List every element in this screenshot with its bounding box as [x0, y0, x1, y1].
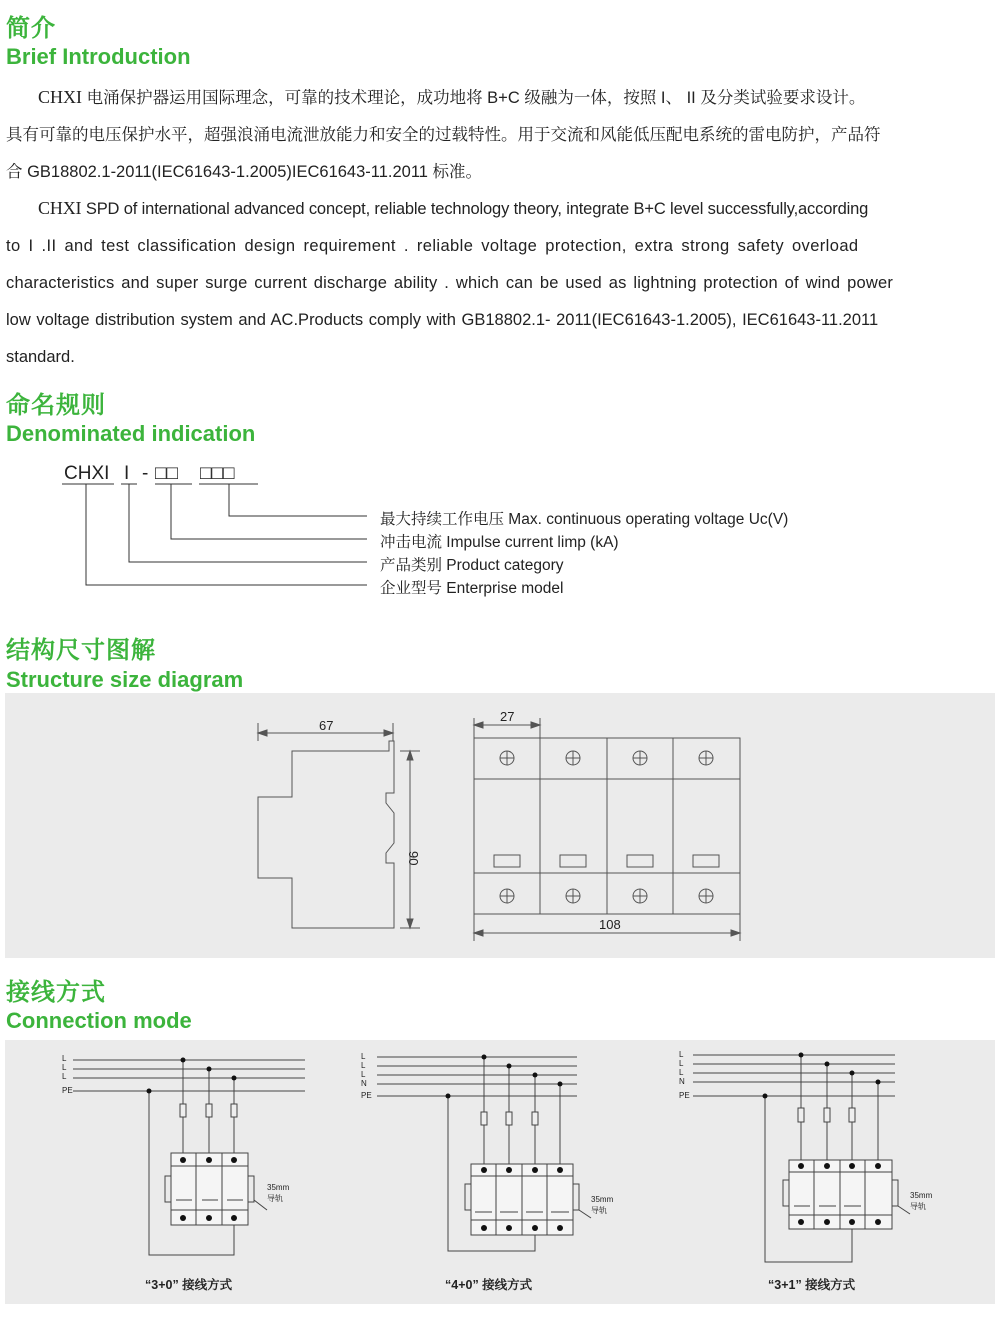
intro-cn-line-1: CHXI 电涌保护器运用国际理念，可靠的技术理论，成功地将 B+C 级融为一体，按照 I、 II 及分类试验要求设计。 [38, 87, 866, 107]
dim-pole-label: 27 [500, 709, 515, 724]
rail-size-label: 35mm [910, 1191, 933, 1200]
code-dash: - [142, 463, 149, 484]
line-label: N [361, 1079, 367, 1088]
rail-label: 导轨 [591, 1206, 607, 1215]
dim-width-label: 108 [599, 917, 621, 932]
line-label: PE [361, 1091, 372, 1100]
label-enterprise-model: 企业型号 Enterprise model [380, 580, 564, 597]
line-label: L [679, 1050, 684, 1059]
label-product-category: 产品类别 Product category [380, 557, 564, 574]
intro-heading-en: Brief Introduction [6, 44, 191, 69]
line-label: L [62, 1063, 67, 1072]
code-voltage-boxes: □□□ [200, 463, 235, 484]
intro-en-line-1: CHXI SPD of international advanced concept, reliable technology theory, integrate B+C level successfully,according [38, 198, 869, 218]
naming-code-diagram [0, 455, 1000, 605]
intro-heading-cn: 简介 [6, 14, 56, 42]
intro-en-line-3: characteristics and super surge current discharge ability . which can be used as lightning protection of wind power [6, 274, 894, 292]
structure-panel [5, 693, 995, 958]
connection-panel [5, 1040, 995, 1304]
line-label: PE [679, 1091, 690, 1100]
line-label: L [679, 1068, 684, 1077]
line-label: PE [62, 1086, 73, 1095]
diagram-caption: “4+0” 接线方式 [445, 1278, 533, 1292]
code-category: I [124, 463, 130, 484]
label-max-voltage: 最大持续工作电压 Max. continuous operating voltage Uc(V) [380, 511, 789, 528]
diagram-4-plus-0 [361, 1052, 614, 1292]
brand-name: CHXI [38, 87, 82, 107]
intro-cn-line-2: 具有可靠的电压保护水平，超强浪涌电流泄放能力和安全的过载特性。用于交流和风能低压配电系统的雷电防护，产品符 [6, 126, 881, 144]
intro-en-line-2: to I .II and test classification design requirement . reliable voltage protection, extra strong safety overload [6, 237, 859, 255]
connection-drawing [5, 1040, 995, 1304]
intro-english-paragraph [6, 190, 994, 376]
diagram-3-plus-1 [679, 1050, 933, 1292]
diagram-3-plus-0 [62, 1054, 305, 1292]
structure-heading-cn: 结构尺寸图解 [6, 636, 156, 664]
front-view [474, 718, 740, 941]
dim-height-label: 90 [406, 851, 421, 866]
side-view [258, 723, 420, 928]
intro-cn-line-3: 合 GB18802.1-2011(IEC61643-1.2005)IEC61643-11.2011 标准。 [6, 163, 483, 181]
line-label: L [361, 1070, 366, 1079]
rail-label: 导轨 [910, 1202, 926, 1211]
line-label: N [679, 1077, 685, 1086]
dim-depth-label: 67 [319, 718, 334, 733]
diagram-caption: “3+1” 接线方式 [768, 1278, 856, 1292]
intro-en-line-5: standard. [6, 348, 75, 366]
brand-name: CHXI [38, 198, 82, 218]
naming-heading-cn: 命名规则 [6, 391, 106, 419]
line-label: L [679, 1059, 684, 1068]
diagram-caption: “3+0” 接线方式 [145, 1278, 233, 1292]
line-label: L [62, 1072, 67, 1081]
code-brand: CHXI [64, 463, 110, 484]
leader-lines [86, 484, 367, 585]
line-label: L [361, 1061, 366, 1070]
code-current-boxes: □□ [155, 463, 178, 484]
intro-en-line-4: low voltage distribution system and AC.Products comply with GB18802.1- 2011(IEC61643-1.2005), IEC61643-11.2011 [6, 311, 879, 329]
rail-size-label: 35mm [267, 1183, 290, 1192]
connection-heading-cn: 接线方式 [6, 978, 106, 1006]
intro-chinese-paragraph [6, 79, 994, 191]
connection-heading-en: Connection mode [6, 1008, 192, 1033]
label-impulse-current: 冲击电流 Impulse current limp (kA) [380, 534, 619, 551]
structure-heading-en: Structure size diagram [6, 667, 244, 692]
naming-heading-en: Denominated indication [6, 421, 256, 446]
line-label: L [361, 1052, 366, 1061]
rail-label: 导轨 [267, 1194, 283, 1203]
rail-size-label: 35mm [591, 1195, 614, 1204]
structure-drawing [5, 693, 995, 958]
line-label: L [62, 1054, 67, 1063]
